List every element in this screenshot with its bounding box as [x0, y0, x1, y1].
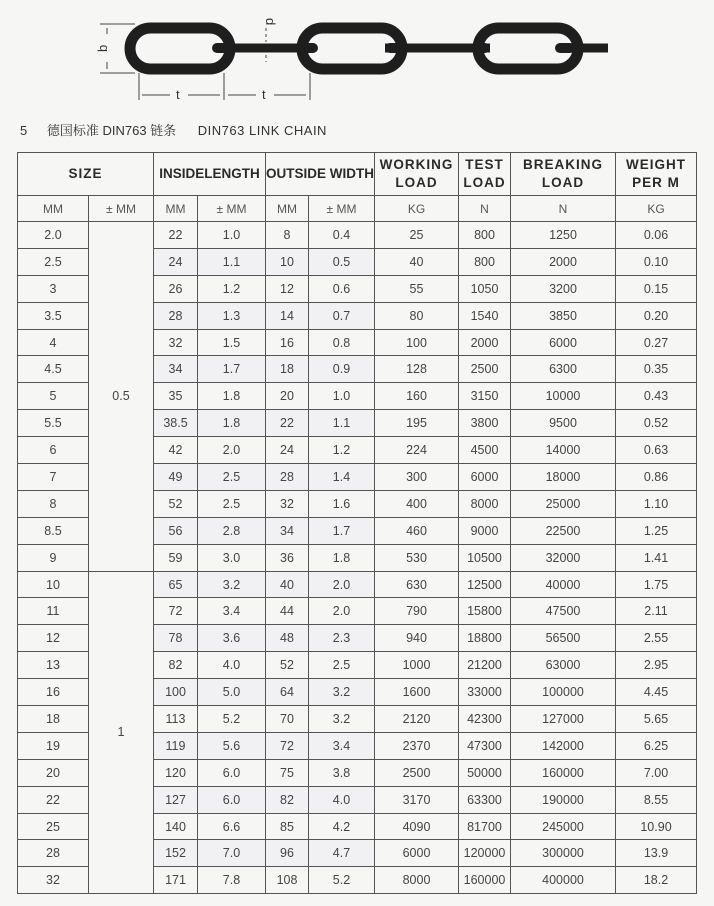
outside-width-tol-cell: 1.7: [309, 517, 375, 544]
inside-length-tol-cell: 5.0: [198, 679, 266, 706]
header-inside-length: INSIDELENGTH: [154, 153, 266, 196]
weight-per-m-cell: 18.2: [616, 867, 697, 894]
outside-width-tol-cell: 4.7: [309, 840, 375, 867]
outside-width-cell: 20: [266, 383, 309, 410]
inside-length-cell: 82: [154, 652, 198, 679]
size-mm-cell: 3.5: [18, 302, 89, 329]
test-load-cell: 160000: [459, 867, 511, 894]
breaking-load-cell: 32000: [511, 544, 616, 571]
outside-width-cell: 36: [266, 544, 309, 571]
header-working-load: WORKING LOAD: [375, 153, 459, 196]
test-load-cell: 120000: [459, 840, 511, 867]
working-load-cell: 1000: [375, 652, 459, 679]
size-mm-cell: 10: [18, 571, 89, 598]
outside-width-tol-cell: 3.4: [309, 732, 375, 759]
weight-per-m-cell: 13.9: [616, 840, 697, 867]
weight-per-m-cell: 0.06: [616, 222, 697, 249]
size-mm-cell: 19: [18, 732, 89, 759]
outside-width-cell: 8: [266, 222, 309, 249]
size-tolerance-cell: 0.5: [89, 222, 154, 572]
inside-length-tol-cell: 1.0: [198, 222, 266, 249]
din763-spec-table: [17, 152, 697, 894]
size-mm-cell: 2.0: [18, 222, 89, 249]
outside-width-cell: 52: [266, 652, 309, 679]
inside-length-tol-cell: 3.6: [198, 625, 266, 652]
inside-length-tol-cell: 1.8: [198, 383, 266, 410]
unit-cell: ± MM: [198, 196, 266, 222]
inside-length-tol-cell: 6.6: [198, 813, 266, 840]
working-load-cell: 55: [375, 275, 459, 302]
inside-length-cell: 78: [154, 625, 198, 652]
inside-length-cell: 119: [154, 732, 198, 759]
unit-cell: KG: [616, 196, 697, 222]
working-load-cell: 25: [375, 222, 459, 249]
chain-icon: [130, 28, 608, 69]
outside-width-cell: 44: [266, 598, 309, 625]
size-mm-cell: 32: [18, 867, 89, 894]
inside-length-tol-cell: 1.8: [198, 410, 266, 437]
inside-length-cell: 127: [154, 786, 198, 813]
inside-length-cell: 72: [154, 598, 198, 625]
inside-length-tol-cell: 2.8: [198, 517, 266, 544]
outside-width-tol-cell: 1.1: [309, 410, 375, 437]
test-load-cell: 10500: [459, 544, 511, 571]
test-load-cell: 800: [459, 248, 511, 275]
breaking-load-cell: 245000: [511, 813, 616, 840]
weight-per-m-cell: 7.00: [616, 759, 697, 786]
size-mm-cell: 7: [18, 464, 89, 491]
breaking-load-cell: 63000: [511, 652, 616, 679]
working-load-cell: 2500: [375, 759, 459, 786]
test-load-cell: 42300: [459, 706, 511, 733]
chain-link-diagram: [0, 0, 714, 110]
test-load-cell: 8000: [459, 490, 511, 517]
inside-length-tol-cell: 1.1: [198, 248, 266, 275]
breaking-load-cell: 6000: [511, 329, 616, 356]
working-load-cell: 40: [375, 248, 459, 275]
working-load-cell: 224: [375, 437, 459, 464]
test-load-cell: 2500: [459, 356, 511, 383]
inside-length-tol-cell: 5.2: [198, 706, 266, 733]
size-mm-cell: 2.5: [18, 248, 89, 275]
inside-length-cell: 65: [154, 571, 198, 598]
size-mm-cell: 18: [18, 706, 89, 733]
outside-width-tol-cell: 0.5: [309, 248, 375, 275]
unit-cell: MM: [266, 196, 309, 222]
header-outside-width: OUTSIDE WIDTH: [266, 153, 375, 196]
working-load-cell: 940: [375, 625, 459, 652]
outside-width-tol-cell: 3.2: [309, 706, 375, 733]
weight-per-m-cell: 1.25: [616, 517, 697, 544]
section-title-chinese: 德国标准 DIN763 链条: [46, 123, 177, 138]
size-mm-cell: 20: [18, 759, 89, 786]
size-mm-cell: 3: [18, 275, 89, 302]
outside-width-cell: 48: [266, 625, 309, 652]
outside-width-tol-cell: 0.7: [309, 302, 375, 329]
section-title-english: DIN763 LINK CHAIN: [197, 123, 327, 138]
test-load-cell: 21200: [459, 652, 511, 679]
test-load-cell: 1540: [459, 302, 511, 329]
test-load-cell: 1050: [459, 275, 511, 302]
working-load-cell: 1600: [375, 679, 459, 706]
working-load-cell: 460: [375, 517, 459, 544]
test-load-cell: 50000: [459, 759, 511, 786]
working-load-cell: 100: [375, 329, 459, 356]
outside-width-cell: 108: [266, 867, 309, 894]
inside-length-tol-cell: 1.7: [198, 356, 266, 383]
breaking-load-cell: 142000: [511, 732, 616, 759]
inside-length-tol-cell: 7.0: [198, 840, 266, 867]
weight-per-m-cell: 8.55: [616, 786, 697, 813]
outside-width-cell: 10: [266, 248, 309, 275]
breaking-load-cell: 9500: [511, 410, 616, 437]
outside-width-cell: 85: [266, 813, 309, 840]
outside-width-cell: 24: [266, 437, 309, 464]
size-mm-cell: 8: [18, 490, 89, 517]
breaking-load-cell: 300000: [511, 840, 616, 867]
test-load-cell: 33000: [459, 679, 511, 706]
inside-length-tol-cell: 5.6: [198, 732, 266, 759]
outside-width-cell: 64: [266, 679, 309, 706]
breaking-load-cell: 2000: [511, 248, 616, 275]
unit-cell: KG: [375, 196, 459, 222]
test-load-cell: 47300: [459, 732, 511, 759]
outside-width-tol-cell: 0.9: [309, 356, 375, 383]
working-load-cell: 530: [375, 544, 459, 571]
breaking-load-cell: 160000: [511, 759, 616, 786]
svg-text:t: t: [262, 87, 266, 102]
inside-length-tol-cell: 3.2: [198, 571, 266, 598]
test-load-cell: 6000: [459, 464, 511, 491]
test-load-cell: 3800: [459, 410, 511, 437]
working-load-cell: 2120: [375, 706, 459, 733]
breaking-load-cell: 18000: [511, 464, 616, 491]
test-load-cell: 63300: [459, 786, 511, 813]
outside-width-tol-cell: 4.2: [309, 813, 375, 840]
units-row: [18, 196, 697, 222]
unit-cell: ± MM: [309, 196, 375, 222]
weight-per-m-cell: 2.95: [616, 652, 697, 679]
working-load-cell: 790: [375, 598, 459, 625]
outside-width-tol-cell: 3.8: [309, 759, 375, 786]
inside-length-cell: 113: [154, 706, 198, 733]
size-mm-cell: 5.5: [18, 410, 89, 437]
unit-cell: N: [511, 196, 616, 222]
size-mm-cell: 5: [18, 383, 89, 410]
inside-length-cell: 59: [154, 544, 198, 571]
inside-length-cell: 35: [154, 383, 198, 410]
outside-width-cell: 18: [266, 356, 309, 383]
outside-width-tol-cell: 1.8: [309, 544, 375, 571]
weight-per-m-cell: 10.90: [616, 813, 697, 840]
header-weight-per-m: WEIGHT PER M: [616, 153, 697, 196]
weight-per-m-cell: 0.63: [616, 437, 697, 464]
table-row: [18, 222, 697, 249]
working-load-cell: 195: [375, 410, 459, 437]
breaking-load-cell: 10000: [511, 383, 616, 410]
working-load-cell: 3170: [375, 786, 459, 813]
inside-length-tol-cell: 3.0: [198, 544, 266, 571]
size-mm-cell: 22: [18, 786, 89, 813]
outside-width-tol-cell: 1.2: [309, 437, 375, 464]
section-caption: [20, 120, 327, 139]
working-load-cell: 8000: [375, 867, 459, 894]
inside-length-tol-cell: 3.4: [198, 598, 266, 625]
outside-width-cell: 28: [266, 464, 309, 491]
outside-width-tol-cell: 2.0: [309, 598, 375, 625]
outside-width-tol-cell: 1.0: [309, 383, 375, 410]
weight-per-m-cell: 0.52: [616, 410, 697, 437]
working-load-cell: 6000: [375, 840, 459, 867]
breaking-load-cell: 56500: [511, 625, 616, 652]
test-load-cell: 2000: [459, 329, 511, 356]
working-load-cell: 300: [375, 464, 459, 491]
breaking-load-cell: 6300: [511, 356, 616, 383]
outside-width-tol-cell: 3.2: [309, 679, 375, 706]
inside-length-cell: 32: [154, 329, 198, 356]
breaking-load-cell: 47500: [511, 598, 616, 625]
test-load-cell: 9000: [459, 517, 511, 544]
size-mm-cell: 16: [18, 679, 89, 706]
inside-length-tol-cell: 6.0: [198, 759, 266, 786]
inside-length-cell: 152: [154, 840, 198, 867]
weight-per-m-cell: 2.55: [616, 625, 697, 652]
weight-per-m-cell: 0.20: [616, 302, 697, 329]
outside-width-cell: 70: [266, 706, 309, 733]
size-tolerance-cell: 1: [89, 571, 154, 894]
unit-cell: N: [459, 196, 511, 222]
test-load-cell: 81700: [459, 813, 511, 840]
inside-length-tol-cell: 1.5: [198, 329, 266, 356]
inside-length-cell: 38.5: [154, 410, 198, 437]
section-number: 5: [20, 123, 28, 138]
outside-width-cell: 32: [266, 490, 309, 517]
svg-text:b: b: [95, 44, 110, 52]
weight-per-m-cell: 0.86: [616, 464, 697, 491]
inside-length-cell: 56: [154, 517, 198, 544]
breaking-load-cell: 127000: [511, 706, 616, 733]
inside-length-cell: 140: [154, 813, 198, 840]
inside-length-tol-cell: 1.2: [198, 275, 266, 302]
inside-length-cell: 28: [154, 302, 198, 329]
inside-length-cell: 171: [154, 867, 198, 894]
outside-width-cell: 72: [266, 732, 309, 759]
weight-per-m-cell: 1.75: [616, 571, 697, 598]
breaking-load-cell: 400000: [511, 867, 616, 894]
unit-cell: MM: [18, 196, 89, 222]
inside-length-tol-cell: 4.0: [198, 652, 266, 679]
size-mm-cell: 25: [18, 813, 89, 840]
breaking-load-cell: 25000: [511, 490, 616, 517]
header-size: SIZE: [18, 153, 154, 196]
weight-per-m-cell: 5.65: [616, 706, 697, 733]
inside-length-cell: 22: [154, 222, 198, 249]
working-load-cell: 2370: [375, 732, 459, 759]
breaking-load-cell: 22500: [511, 517, 616, 544]
outside-width-tol-cell: 2.0: [309, 571, 375, 598]
inside-length-tol-cell: 2.0: [198, 437, 266, 464]
inside-length-cell: 49: [154, 464, 198, 491]
breaking-load-cell: 14000: [511, 437, 616, 464]
outside-width-tol-cell: 5.2: [309, 867, 375, 894]
size-mm-cell: 28: [18, 840, 89, 867]
test-load-cell: 15800: [459, 598, 511, 625]
outside-width-cell: 75: [266, 759, 309, 786]
size-mm-cell: 8.5: [18, 517, 89, 544]
outside-width-tol-cell: 2.5: [309, 652, 375, 679]
breaking-load-cell: 100000: [511, 679, 616, 706]
inside-length-cell: 24: [154, 248, 198, 275]
working-load-cell: 128: [375, 356, 459, 383]
unit-cell: ± MM: [89, 196, 154, 222]
inside-length-cell: 100: [154, 679, 198, 706]
unit-cell: MM: [154, 196, 198, 222]
weight-per-m-cell: 6.25: [616, 732, 697, 759]
test-load-cell: 12500: [459, 571, 511, 598]
breaking-load-cell: 3200: [511, 275, 616, 302]
outside-width-tol-cell: 0.6: [309, 275, 375, 302]
working-load-cell: 630: [375, 571, 459, 598]
outside-width-cell: 22: [266, 410, 309, 437]
weight-per-m-cell: 0.35: [616, 356, 697, 383]
inside-length-cell: 26: [154, 275, 198, 302]
weight-per-m-cell: 0.43: [616, 383, 697, 410]
size-mm-cell: 4: [18, 329, 89, 356]
weight-per-m-cell: 1.41: [616, 544, 697, 571]
outside-width-tol-cell: 1.4: [309, 464, 375, 491]
outside-width-cell: 96: [266, 840, 309, 867]
outside-width-tol-cell: 1.6: [309, 490, 375, 517]
svg-text:d: d: [263, 18, 278, 26]
outside-width-cell: 82: [266, 786, 309, 813]
inside-length-tol-cell: 2.5: [198, 464, 266, 491]
outside-width-cell: 14: [266, 302, 309, 329]
outside-width-tol-cell: 0.8: [309, 329, 375, 356]
breaking-load-cell: 190000: [511, 786, 616, 813]
size-mm-cell: 11: [18, 598, 89, 625]
outside-width-tol-cell: 0.4: [309, 222, 375, 249]
svg-text:t: t: [176, 87, 180, 102]
weight-per-m-cell: 2.11: [616, 598, 697, 625]
working-load-cell: 4090: [375, 813, 459, 840]
inside-length-cell: 52: [154, 490, 198, 517]
header-test-load: TEST LOAD: [459, 153, 511, 196]
spec-table-body: [18, 222, 697, 894]
inside-length-cell: 42: [154, 437, 198, 464]
weight-per-m-cell: 0.10: [616, 248, 697, 275]
test-load-cell: 4500: [459, 437, 511, 464]
inside-length-cell: 34: [154, 356, 198, 383]
outside-width-tol-cell: 4.0: [309, 786, 375, 813]
breaking-load-cell: 40000: [511, 571, 616, 598]
weight-per-m-cell: 0.15: [616, 275, 697, 302]
size-mm-cell: 9: [18, 544, 89, 571]
test-load-cell: 800: [459, 222, 511, 249]
weight-per-m-cell: 1.10: [616, 490, 697, 517]
test-load-cell: 3150: [459, 383, 511, 410]
size-mm-cell: 12: [18, 625, 89, 652]
outside-width-cell: 12: [266, 275, 309, 302]
outside-width-cell: 34: [266, 517, 309, 544]
inside-length-tol-cell: 7.8: [198, 867, 266, 894]
inside-length-tol-cell: 2.5: [198, 490, 266, 517]
size-mm-cell: 13: [18, 652, 89, 679]
outside-width-cell: 40: [266, 571, 309, 598]
outside-width-cell: 16: [266, 329, 309, 356]
header-breaking-load: BREAKING LOAD: [511, 153, 616, 196]
weight-per-m-cell: 4.45: [616, 679, 697, 706]
size-mm-cell: 6: [18, 437, 89, 464]
working-load-cell: 400: [375, 490, 459, 517]
size-mm-cell: 4.5: [18, 356, 89, 383]
inside-length-tol-cell: 1.3: [198, 302, 266, 329]
breaking-load-cell: 1250: [511, 222, 616, 249]
table-row: [18, 571, 697, 598]
inside-length-cell: 120: [154, 759, 198, 786]
test-load-cell: 18800: [459, 625, 511, 652]
outside-width-tol-cell: 2.3: [309, 625, 375, 652]
weight-per-m-cell: 0.27: [616, 329, 697, 356]
breaking-load-cell: 3850: [511, 302, 616, 329]
working-load-cell: 160: [375, 383, 459, 410]
inside-length-tol-cell: 6.0: [198, 786, 266, 813]
working-load-cell: 80: [375, 302, 459, 329]
